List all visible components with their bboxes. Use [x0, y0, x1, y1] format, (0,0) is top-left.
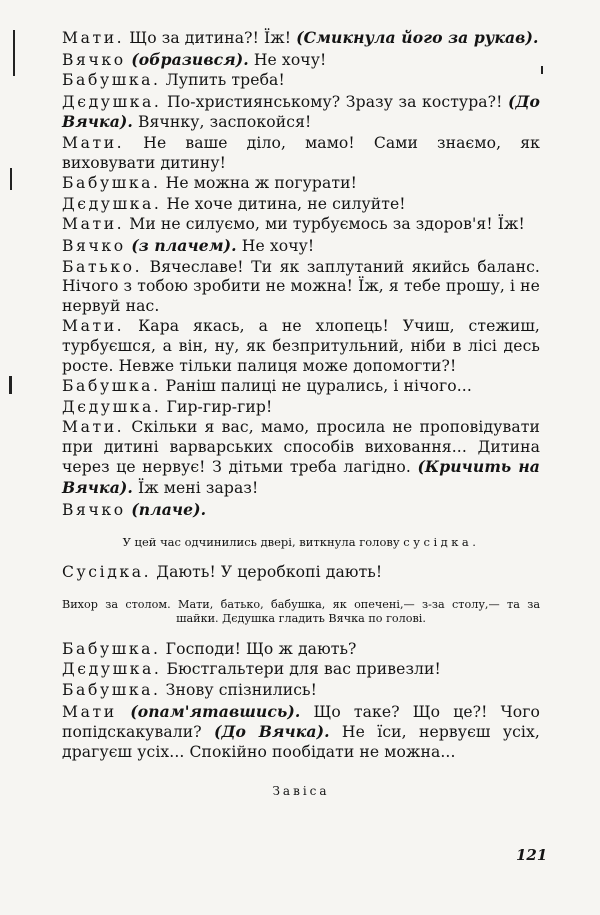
- line-text: Кара якась, а не хлопець! Учиш, стежиш, турбуєшся, а він, ну, як безпритульний, ніби в лісі десь росте. Невже тільки палиця може допомогти?!: [62, 317, 540, 375]
- dialogue-line: [62, 702, 540, 763]
- speaker-name: Бабушка.: [62, 71, 161, 90]
- stage-direction-text: У цей час одчинились двері, виткнула голову: [122, 535, 404, 550]
- speaker-name: Вячко: [62, 50, 126, 69]
- dialogue-line: [62, 317, 540, 376]
- dialogue-line: [62, 563, 540, 583]
- line-text: Ми не силуємо, ми турбуємось за здоров'я! Їж!: [124, 215, 525, 234]
- stage-direction-name: сусідка.: [403, 535, 480, 550]
- speaker-name: Вячко: [62, 236, 126, 255]
- line-text: По-християнському? Зразу за костура?!: [161, 92, 509, 111]
- stage-direction-block: [62, 598, 540, 626]
- stage-direction: (До Вячка).: [62, 91, 540, 132]
- line-text: Не їси, нервуєш усіх, драгуєш усіх... Спокійно пообідати не можна...: [62, 723, 540, 761]
- speaker-name: Мати.: [62, 418, 125, 437]
- dialogue-line: [62, 28, 540, 49]
- speaker-name: Мати.: [62, 317, 125, 336]
- dialogue-line: [62, 71, 540, 91]
- speaker-name: Бабушка.: [62, 377, 161, 396]
- dialogue-line: [62, 681, 540, 701]
- dialogue-line: [62, 174, 540, 194]
- dialogue-line: [62, 377, 540, 397]
- dialogue-line: [62, 215, 540, 235]
- dialogue-line: [62, 92, 540, 133]
- stage-direction: (з плачем).: [125, 235, 237, 255]
- dialogue-line: [62, 258, 540, 317]
- dialogue-line: [62, 640, 540, 660]
- margin-mark-4: [541, 66, 543, 74]
- dialogue-line: [62, 50, 540, 71]
- margin-mark-1: [13, 30, 15, 76]
- speaker-name: Вячко: [62, 500, 126, 519]
- speaker-name: Дєдушка.: [62, 92, 162, 111]
- line-text: Лупить треба!: [160, 71, 285, 90]
- dialogue-line: [62, 195, 540, 215]
- line-text: Знову спізнились!: [160, 681, 317, 700]
- speaker-name: Бабушка.: [62, 681, 161, 700]
- dialogue-line: [62, 500, 540, 521]
- stage-direction-block: [62, 535, 540, 549]
- speaker-name: Дєдушка.: [62, 660, 162, 679]
- speaker-name: Дєдушка.: [62, 397, 162, 416]
- speaker-name: Батько.: [62, 257, 143, 276]
- margin-mark-2: [10, 168, 12, 190]
- line-text: Не хоче дитина, не силуйте!: [161, 194, 406, 213]
- line-text: Дають! У церобкопі дають!: [151, 563, 383, 582]
- speaker-name: Мати.: [62, 29, 125, 47]
- line-text: Не можна ж погурати!: [160, 174, 357, 193]
- speaker-name: Мати.: [62, 133, 125, 152]
- line-text: Вячнку, заспокойся!: [132, 113, 312, 132]
- speaker-name: Бабушка.: [62, 639, 161, 658]
- line-text: Вячеславе! Ти як заплутаний якийсь баланс. Нічого з тобою зробити не можна! Їж, я тебе прошу, і не нервуй нас.: [62, 257, 540, 315]
- dialogue-line: [62, 660, 540, 680]
- line-text: Гир-гир-гир!: [161, 397, 273, 416]
- page-body: [62, 28, 540, 810]
- dialogue-line: [62, 236, 540, 257]
- margin-mark-3: [9, 376, 12, 394]
- line-text: Бюстгальтери для вас привезли!: [161, 660, 441, 679]
- stage-direction: (Смикнула його за рукав).: [296, 28, 539, 47]
- stage-direction: (Кричить на Вячка).: [62, 457, 540, 498]
- dialogue-line: [62, 134, 540, 173]
- stage-direction: (До Вячка).: [214, 722, 330, 742]
- speaker-name: Бабушка.: [62, 174, 161, 193]
- line-text: Що таке? Що це?! Чого попідскакували?: [62, 702, 540, 742]
- line-text: Не хочу!: [248, 50, 327, 69]
- line-text: Їж мені зараз!: [132, 479, 259, 498]
- stage-direction: (опам'ятавшись).: [116, 701, 301, 721]
- line-text: Не хочу!: [236, 236, 315, 255]
- line-text: Господи! Що ж дають?: [160, 639, 357, 658]
- speaker-name: Мати.: [62, 215, 125, 234]
- dialogue-line: [62, 398, 540, 418]
- line-text: Що за дитина?! Їж!: [124, 29, 297, 47]
- stage-direction: (плаче).: [125, 499, 207, 519]
- stage-direction-text: Вихор за столом. Мати, батько, бабушка, як опечені,— з-за столу,— та за шайки. Дєдушка гладить Вячка по голові.: [62, 597, 540, 625]
- speaker-name: Сусідка.: [62, 563, 152, 582]
- line-text: Скільки я вас, мамо, просила не проповідувати при дитині варварських способів виховання... Дитина через це нервує! З дітьми треба лагідно.: [62, 418, 540, 477]
- page-number: 121: [516, 846, 548, 864]
- speaker-name: Мати: [62, 702, 117, 721]
- line-text: Раніш палиці не цурались, і нічого...: [160, 377, 472, 396]
- stage-direction: (образився).: [125, 49, 249, 69]
- curtain-label: Завіса: [272, 784, 330, 799]
- line-text: Не ваше діло, мамо! Сами знаємо, як виховувати дитину!: [62, 133, 540, 172]
- speaker-name: Дєдушка.: [62, 194, 162, 213]
- dialogue-line: [62, 418, 540, 498]
